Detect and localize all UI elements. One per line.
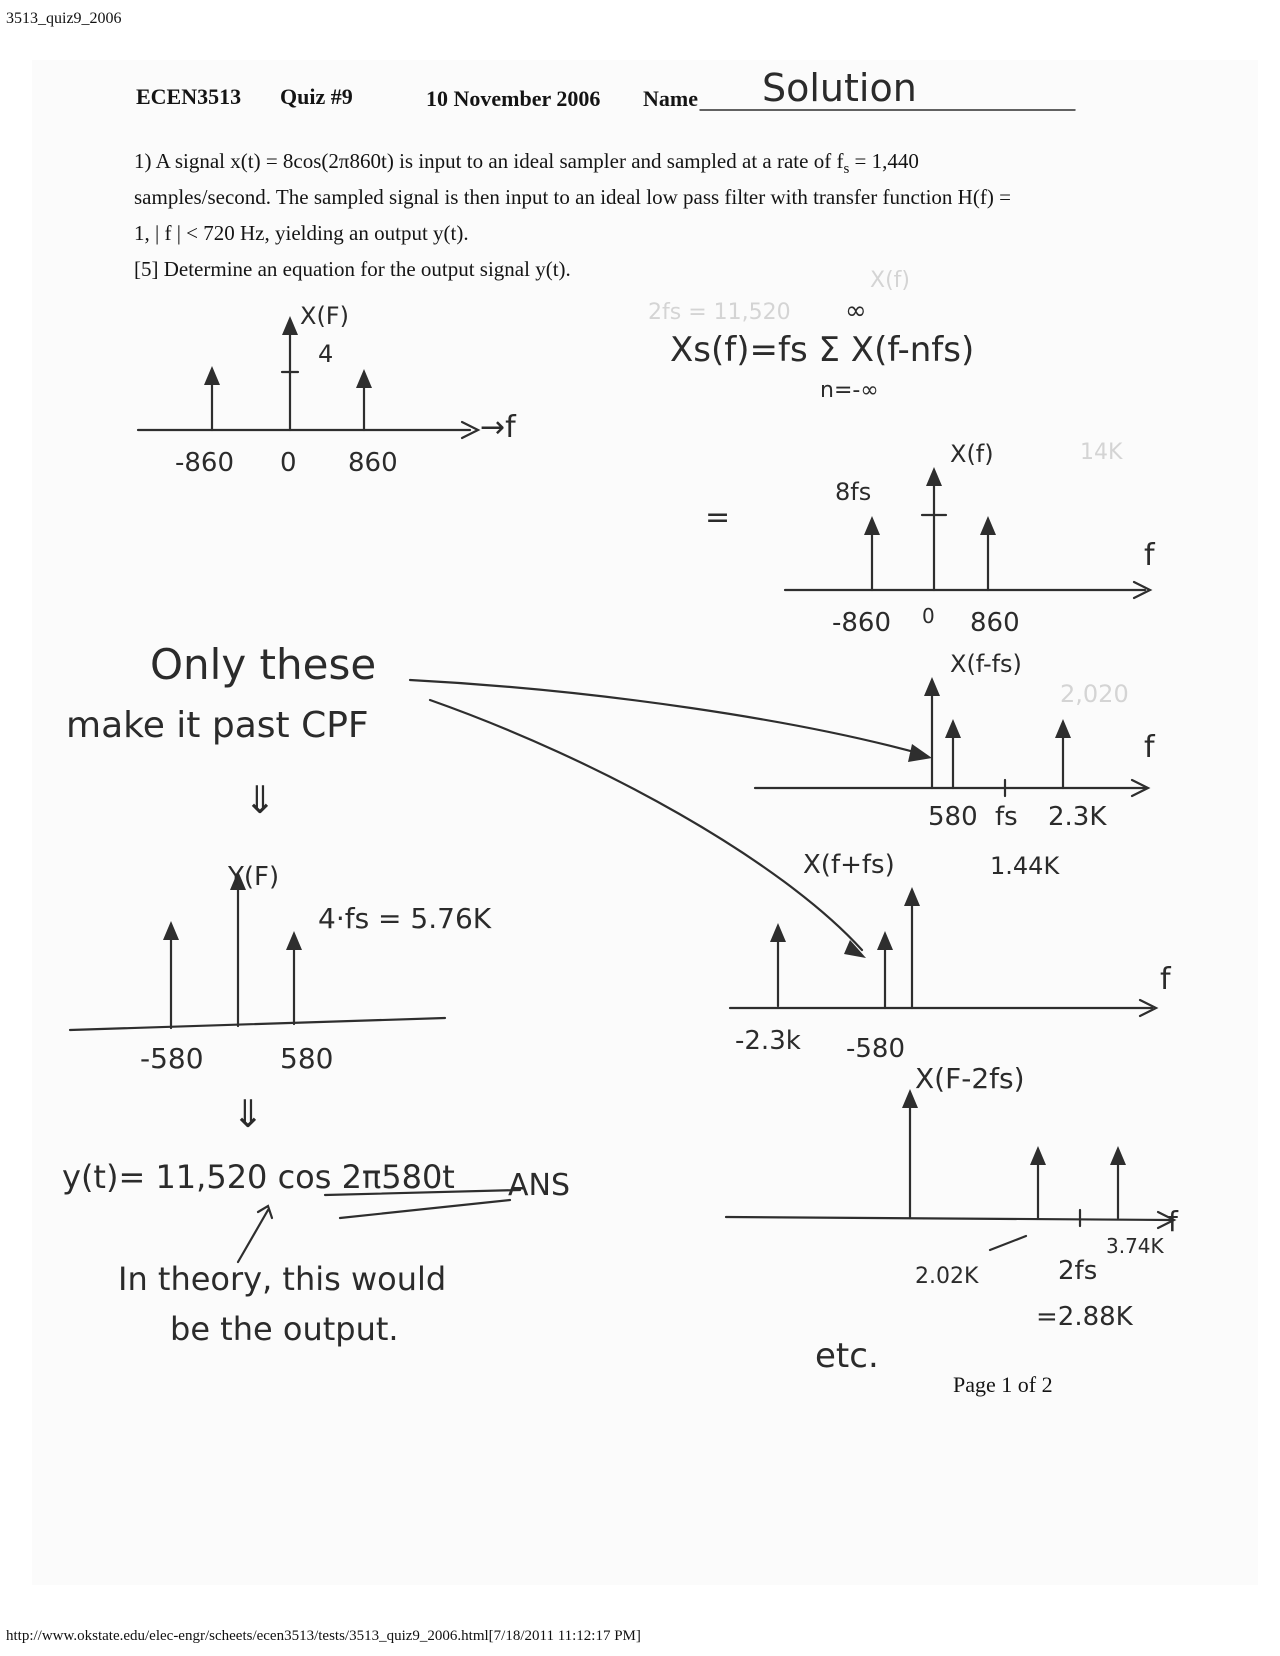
xcf-tick-pos: 860 (970, 608, 1020, 638)
xcf-label: X(f) (950, 440, 994, 468)
sampled-spectrum-equation: Xs(f)=fs Σ X(f-nfs) (670, 330, 975, 370)
in-theory-note-2: be the output. (170, 1310, 399, 1348)
yf-tick-neg: -580 (140, 1042, 204, 1075)
problem-line-3: 1, | f | < 720 Hz, yielding an output y(t). (134, 221, 469, 245)
xffs-axis-label: f (1144, 730, 1155, 765)
x2fs-tick-3.74k: 3.74K (1106, 1234, 1164, 1258)
xffs-tick-fs: fs (995, 802, 1018, 832)
xf-tick-pos: 860 (348, 448, 398, 478)
quiz-date: 10 November 2006 (426, 86, 601, 111)
xffs-tick-580: 580 (928, 802, 978, 832)
x2fs-label: X(F-2fs) (915, 1062, 1025, 1095)
x2fs-tick-2fs: 2fs (1058, 1256, 1098, 1286)
in-theory-note-1: In theory, this would (118, 1260, 447, 1298)
xfpfs-tick-580: -580 (846, 1034, 906, 1064)
yf-amplitude: 4·fs = 5.76K (318, 902, 492, 935)
bleed-through-text: 2fs = 11,520 (648, 300, 791, 325)
xcf-tick-zero: 0 (922, 604, 935, 628)
answer-marker: ANS (508, 1168, 571, 1203)
xf-tick-zero: 0 (280, 448, 297, 478)
x2fs-2fs-value: =2.88K (1036, 1302, 1133, 1332)
answer-equation: y(t)= 11,520 cos 2π580t (62, 1158, 455, 1196)
xfpfs-tick-2.3k: -2.3k (735, 1026, 801, 1056)
bleed-through-text: 2,020 (1060, 680, 1129, 708)
xf-axis-label: →f (480, 410, 516, 445)
xcf-amplitude: 8fs (835, 478, 872, 506)
sum-lower-limit: n=-∞ (820, 378, 879, 403)
xf-label: X(F) (300, 302, 349, 330)
etc-note: etc. (815, 1336, 879, 1376)
equals-sign: = (705, 500, 731, 535)
xf-tick-neg: -860 (175, 448, 235, 478)
make-it-past-note: make it past CPF (66, 705, 369, 746)
bleed-through-text: 14K (1080, 440, 1123, 465)
xfpfs-label: X(f+fs) (803, 850, 895, 880)
down-arrow-1: ⇓ (244, 778, 276, 822)
xffs-fs-value: 1.44K (990, 852, 1060, 880)
only-these-note: Only these (150, 640, 377, 689)
xfpfs-axis-label: f (1160, 962, 1171, 997)
course-code: ECEN3513 (136, 84, 242, 109)
yf-label: Y(F) (228, 862, 280, 892)
browser-title: 3513_quiz9_2006 (6, 10, 122, 27)
bleed-through-text: X(f) (870, 268, 910, 293)
page-number: Page 1 of 2 (953, 1372, 1053, 1397)
xffs-tick-2.3k: 2.3K (1048, 802, 1107, 832)
sum-upper-limit: ∞ (845, 296, 867, 326)
name-value: Solution (762, 66, 917, 110)
xcf-tick-neg: -860 (832, 608, 892, 638)
xffs-label: X(f-fs) (950, 650, 1022, 678)
quiz-number: Quiz #9 (280, 84, 353, 109)
yf-tick-pos: 580 (280, 1042, 334, 1075)
xcf-axis-label: f (1144, 538, 1155, 573)
down-arrow-2: ⇓ (232, 1092, 264, 1136)
footer-url: http://www.okstate.edu/elec-engr/scheets/ecen3513/tests/3513_quiz9_2006.html[7/18/2011 11:12:17 PM] (6, 1628, 641, 1644)
problem-line-4: [5] Determine an equation for the output signal y(t). (134, 257, 571, 281)
name-label: Name (643, 86, 698, 111)
xf-amplitude: 4 (318, 340, 334, 368)
problem-line-2: samples/second. The sampled signal is then input to an ideal low pass filter with transfer function H(f) = (134, 185, 1011, 209)
x2fs-tick-2.02k: 2.02K (915, 1264, 979, 1289)
x2fs-axis-label: f (1168, 1205, 1178, 1238)
problem-line-1: 1) A signal x(t) = 8cos(2π860t) is input to an ideal sampler and sampled at a rate of $f_s = 1,440$ (134, 149, 919, 178)
